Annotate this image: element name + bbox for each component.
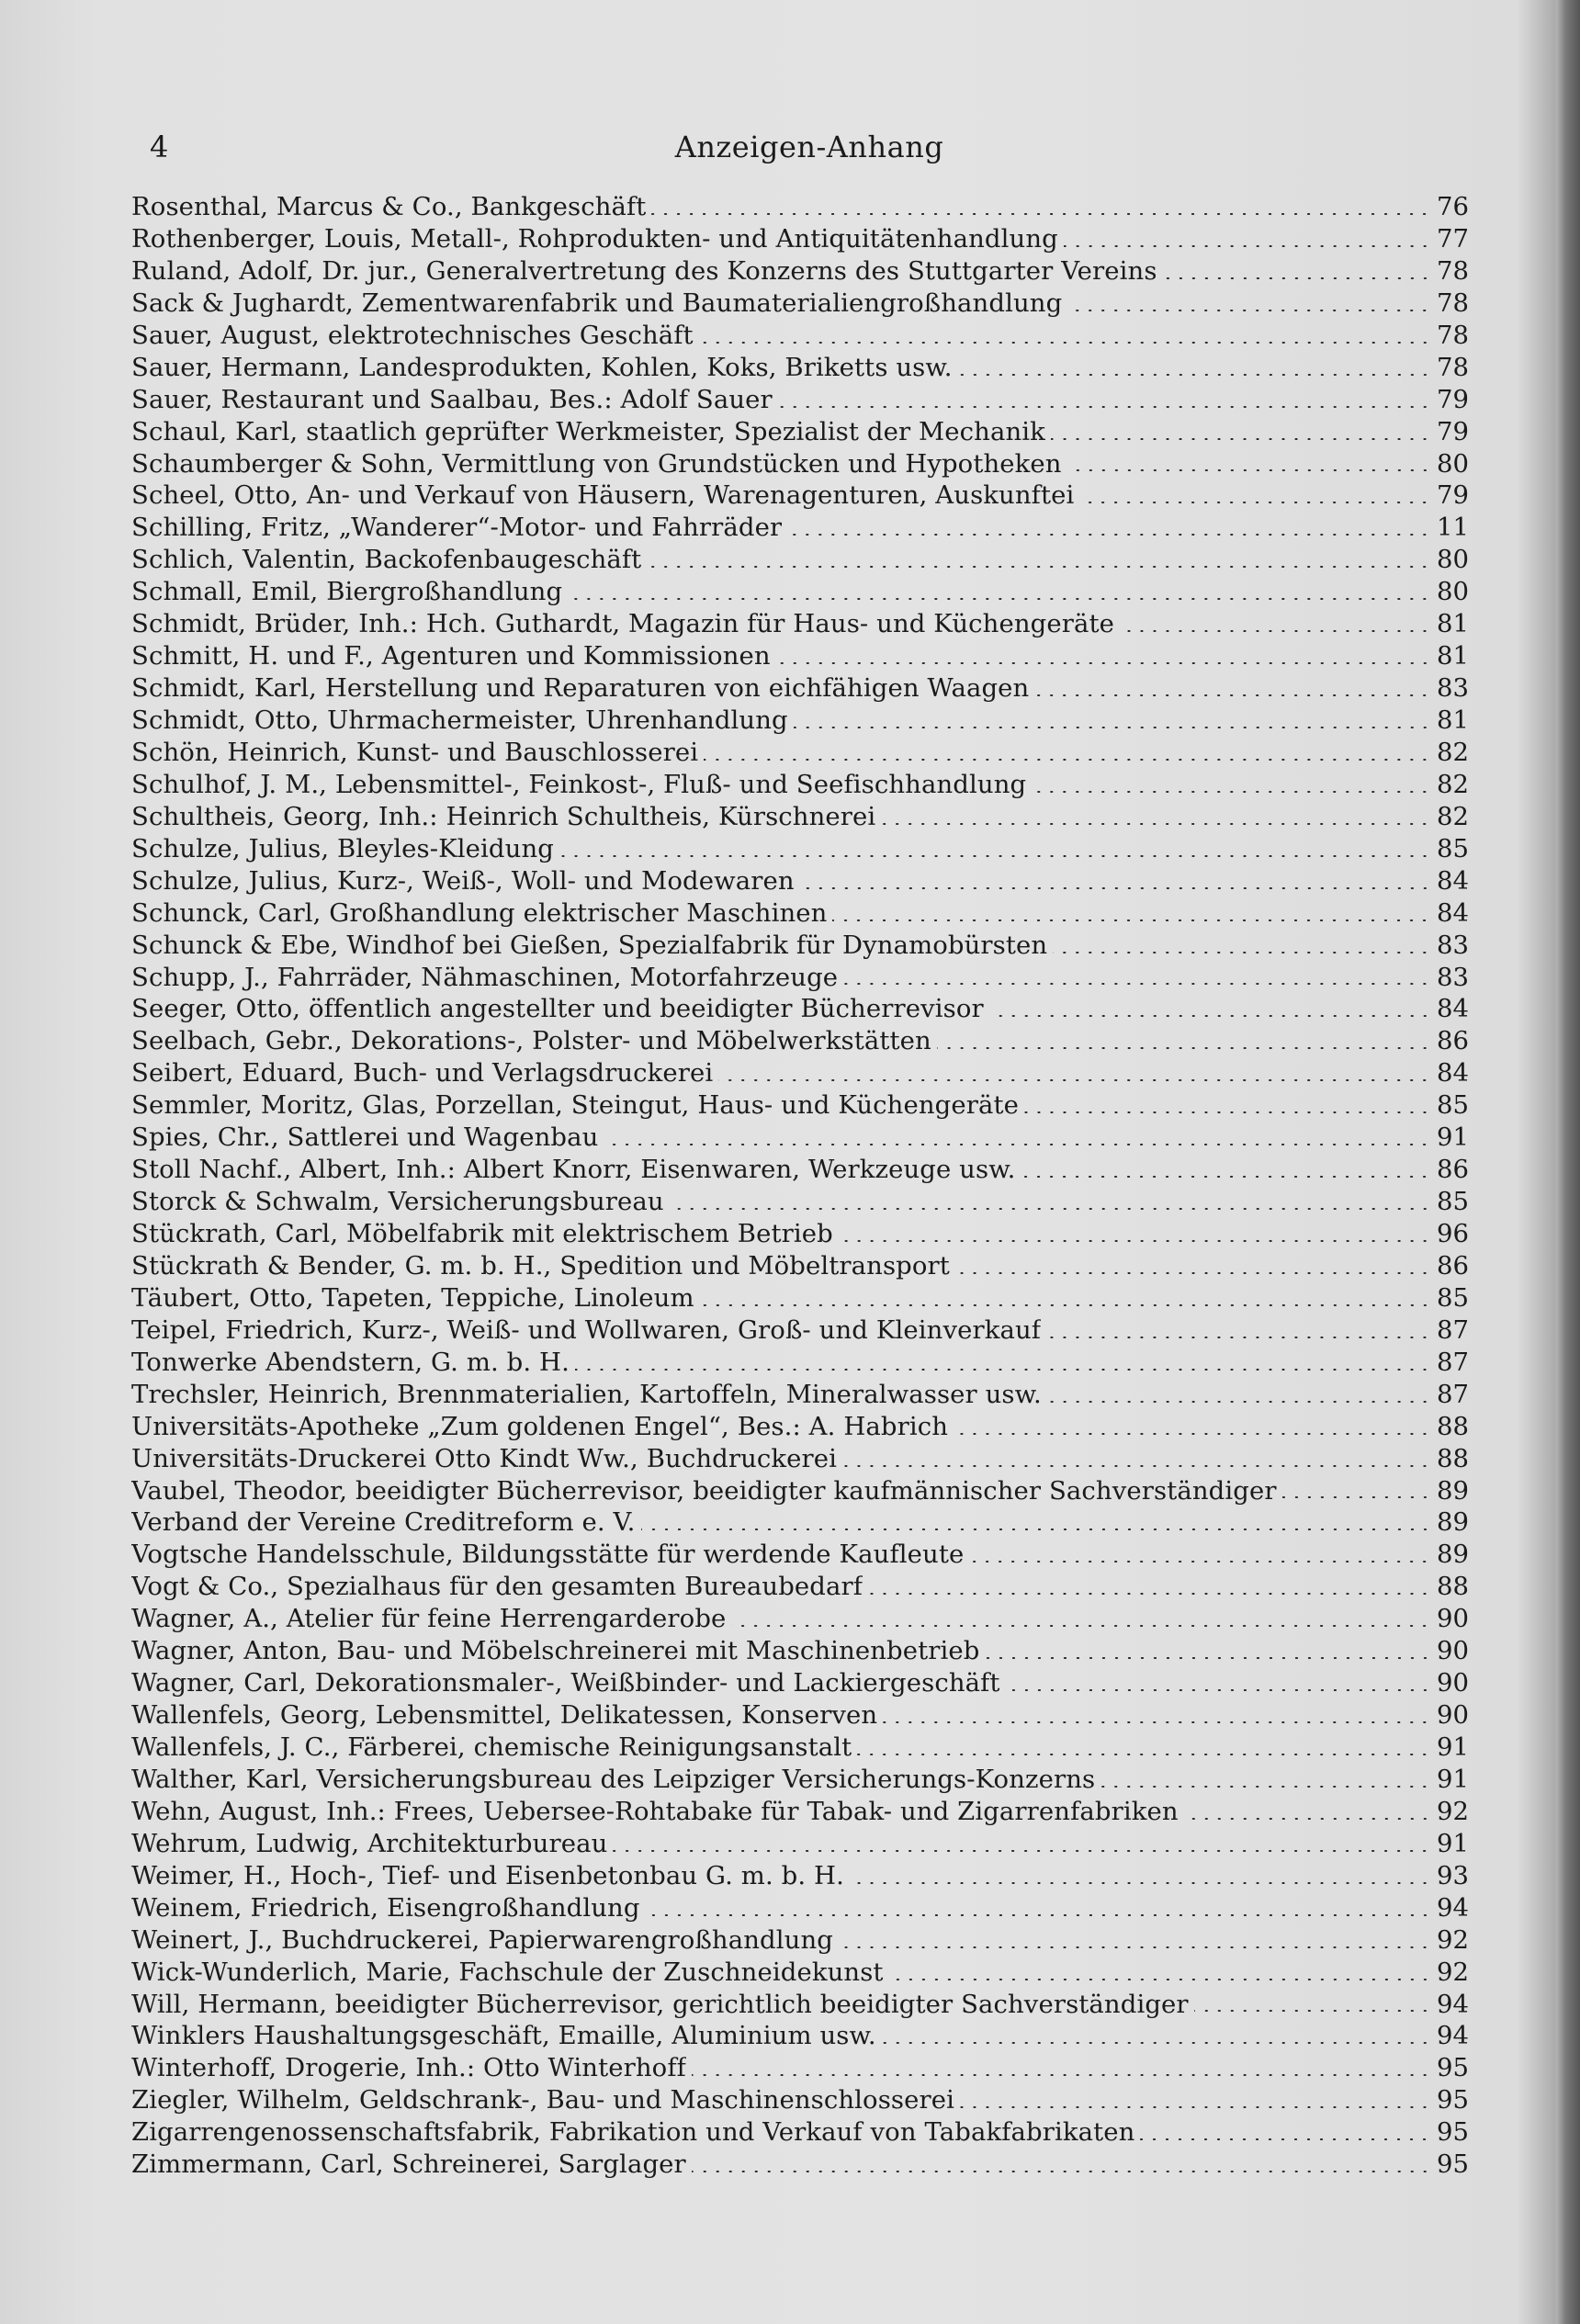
index-list — [131, 191, 1469, 2181]
entry-name: Schaul, Karl, staatlich geprüfter Werkmeister, Spezialist der Mechanik — [131, 416, 1045, 446]
entry-page-number: 11 — [1437, 513, 1469, 543]
entry-name: Schulze, Julius, Kurz-, Weiß-, Woll- und Modewaren — [131, 865, 795, 896]
entry-page-number: 95 — [1437, 2117, 1469, 2148]
entry-name: Rothenberger, Louis, Metall-, Rohprodukten- und Antiquitätenhandlung — [131, 223, 1058, 254]
entry-name: Spies, Chr., Sattlerei und Wagenbau — [131, 1123, 599, 1153]
dot-leader — [954, 1433, 1431, 1435]
entry-page-number: 80 — [1437, 545, 1469, 575]
dot-leader — [647, 566, 1431, 568]
entry-name: Tonwerke Abendstern, G. m. b. H. — [131, 1347, 570, 1377]
entry-name: Storck & Schwalm, Versicherungsbureau — [131, 1187, 664, 1217]
dot-leader — [989, 1015, 1431, 1017]
entry-name: Vogtsche Handelsschule, Bildungsstätte für werdende Kaufleute — [131, 1540, 965, 1570]
page-header — [150, 127, 1469, 167]
entry-page-number: 78 — [1437, 320, 1469, 350]
entry-name: Schulhof, J. M., Lebensmittel-, Feinkost-, Fluß- und Seefischhandlung — [131, 769, 1027, 799]
entry-name: Sauer, Restaurant und Saalbau, Bes.: Adolf Sauer — [131, 384, 773, 414]
index-entry — [131, 1571, 1469, 1603]
index-entry — [131, 1764, 1469, 1796]
entry-page-number: 94 — [1437, 1892, 1469, 1923]
entry-page-number: 91 — [1437, 1732, 1469, 1762]
entry-name: Schilling, Fritz, „Wanderer“-Motor- und Fahrräder — [131, 513, 783, 543]
entry-page-number: 85 — [1437, 1282, 1469, 1313]
entry-page-number: 90 — [1437, 1604, 1469, 1634]
dot-leader — [613, 1850, 1431, 1852]
index-entry — [131, 833, 1469, 865]
index-entry — [131, 1089, 1469, 1122]
entry-page-number: 78 — [1437, 352, 1469, 382]
index-entry — [131, 1057, 1469, 1089]
index-entry — [131, 448, 1469, 480]
entry-name: Universitäts-Apotheke „Zum goldenen Engel“, Bes.: A. Habrich — [131, 1411, 949, 1441]
entry-page-number: 87 — [1437, 1347, 1469, 1377]
entry-page-number: 94 — [1437, 1989, 1469, 2019]
index-entry — [131, 1154, 1469, 1186]
entry-page-number: 87 — [1437, 1314, 1469, 1345]
index-entry — [131, 993, 1469, 1025]
entry-page-number: 83 — [1437, 930, 1469, 960]
dot-leader — [839, 1946, 1431, 1948]
dot-leader — [1067, 469, 1431, 471]
entry-name: Ziegler, Wilhelm, Geldschrank-, Bau- und Maschinenschlosserei — [131, 2085, 955, 2115]
index-entry — [131, 737, 1469, 769]
dot-leader — [842, 1465, 1431, 1467]
entry-name: Wagner, Anton, Bau- und Möbelschreinerei mit Maschinenbetrieb — [131, 1636, 980, 1666]
entry-page-number: 79 — [1437, 384, 1469, 414]
entry-page-number: 93 — [1437, 1860, 1469, 1890]
dot-leader — [882, 2042, 1431, 2044]
entry-name: Trechsler, Heinrich, Brennmaterialien, Kartoffeln, Mineralwasser usw. — [131, 1379, 1042, 1409]
dot-leader — [881, 823, 1431, 825]
entry-page-number: 78 — [1437, 255, 1469, 286]
index-entry — [131, 1924, 1469, 1957]
dot-leader — [776, 662, 1431, 664]
dot-leader — [1032, 791, 1431, 793]
entry-name: Weinem, Friedrich, Eisengroßhandlung — [131, 1892, 640, 1923]
index-entry — [131, 705, 1469, 737]
entry-page-number: 89 — [1437, 1540, 1469, 1570]
entry-name: Rosenthal, Marcus & Co., Bankgeschäft — [131, 192, 647, 221]
dot-leader — [699, 342, 1431, 344]
entry-name: Schulze, Julius, Bleyles-Kleidung — [131, 833, 554, 863]
index-entry — [131, 1250, 1469, 1282]
index-entry — [131, 1989, 1469, 2021]
dot-leader — [731, 1625, 1431, 1627]
dot-leader — [1100, 1786, 1431, 1788]
entry-name: Semmler, Moritz, Glas, Porzellan, Steingut, Haus- und Küchengeräte — [131, 1090, 1020, 1121]
index-entry — [131, 1218, 1469, 1250]
entry-name: Sauer, Hermann, Landesprodukten, Kohlen, Koks, Briketts usw. — [131, 352, 953, 382]
entry-name: Seeger, Otto, öffentlich angestellter und beeidigter Bücherrevisor — [131, 994, 984, 1024]
entry-name: Wick-Wunderlich, Marie, Fachschule der Zuschneidekunst — [131, 1957, 884, 1987]
index-entry — [131, 384, 1469, 416]
entry-name: Schupp, J., Fahrräder, Nähmaschinen, Motorfahrzeuge — [131, 962, 839, 992]
entry-name: Schmitt, H. und F., Agenturen und Kommissionen — [131, 641, 771, 671]
entry-name: Verband der Vereine Creditreform e. V. — [131, 1507, 636, 1538]
entry-page-number: 86 — [1437, 1026, 1469, 1056]
index-entry — [131, 512, 1469, 544]
dot-leader — [839, 1240, 1431, 1242]
index-entry — [131, 1860, 1469, 1892]
dot-leader — [794, 727, 1431, 728]
dot-leader — [670, 1208, 1431, 1210]
entry-page-number: 85 — [1437, 1090, 1469, 1121]
entry-page-number: 82 — [1437, 737, 1469, 767]
dot-leader — [692, 2171, 1431, 2172]
dot-leader — [651, 213, 1431, 215]
entry-page-number: 83 — [1437, 673, 1469, 704]
dot-leader — [1140, 2138, 1431, 2140]
dot-leader — [1053, 952, 1431, 953]
index-entry — [131, 1314, 1469, 1347]
entry-page-number: 78 — [1437, 288, 1469, 318]
entry-page-number: 84 — [1437, 994, 1469, 1024]
entry-name: Stückrath & Bender, G. m. b. H., Spedition und Möbeltransport — [131, 1250, 950, 1280]
entry-name: Winklers Haushaltungsgeschäft, Emaille, Aluminium usw. — [131, 2021, 876, 2051]
index-entry — [131, 1025, 1469, 1057]
entry-name: Seibert, Eduard, Buch- und Verlagsdruckerei — [131, 1058, 714, 1089]
dot-leader — [1184, 1818, 1431, 1820]
entry-name: Scheel, Otto, An- und Verkauf von Häusern, Warenagenturen, Auskunftei — [131, 480, 1075, 511]
index-entry — [131, 1282, 1469, 1314]
dot-leader — [937, 1047, 1431, 1049]
index-entry — [131, 865, 1469, 897]
index-entry — [131, 320, 1469, 352]
entry-name: Wehrum, Ludwig, Architekturbureau — [131, 1828, 608, 1858]
entry-page-number: 79 — [1437, 416, 1469, 446]
dot-leader — [832, 919, 1431, 921]
dot-leader — [850, 1882, 1431, 1884]
entry-page-number: 80 — [1437, 577, 1469, 607]
entry-page-number: 88 — [1437, 1411, 1469, 1441]
page-spine-edge — [1556, 0, 1580, 2324]
index-entry — [131, 288, 1469, 320]
entry-name: Sack & Jughardt, Zementwarenfabrik und Baumaterialiengroßhandlung — [131, 288, 1063, 318]
dot-leader — [700, 1304, 1431, 1306]
index-entry — [131, 801, 1469, 833]
index-entry — [131, 640, 1469, 672]
dot-leader — [778, 406, 1431, 408]
entry-page-number: 89 — [1437, 1507, 1469, 1538]
entry-page-number: 95 — [1437, 2149, 1469, 2180]
entry-name: Teipel, Friedrich, Kurz-, Weiß- und Wollwaren, Groß- und Kleinverkauf — [131, 1314, 1042, 1345]
index-entry — [131, 1475, 1469, 1507]
entry-name: Schunck, Carl, Großhandlung elektrischer Maschinen — [131, 897, 828, 928]
entry-page-number: 90 — [1437, 1668, 1469, 1698]
entry-page-number: 80 — [1437, 448, 1469, 479]
entry-page-number: 85 — [1437, 833, 1469, 863]
entry-name: Wallenfels, Georg, Lebensmittel, Delikatessen, Konserven — [131, 1700, 878, 1731]
dot-leader — [1051, 438, 1431, 440]
dot-leader — [704, 759, 1431, 761]
dot-leader — [787, 534, 1431, 536]
entry-page-number: 83 — [1437, 962, 1469, 992]
dot-leader — [1163, 277, 1431, 279]
index-entry — [131, 223, 1469, 255]
index-entry — [131, 191, 1469, 223]
dot-leader — [1047, 1401, 1431, 1403]
dot-leader — [559, 855, 1431, 857]
dot-leader — [969, 1561, 1431, 1562]
entry-name: Seelbach, Gebr., Dekorations-, Polster- und Möbelwerkstätten — [131, 1026, 931, 1056]
dot-leader — [1120, 630, 1431, 632]
dot-leader — [1194, 2010, 1431, 2012]
entry-page-number: 77 — [1437, 223, 1469, 254]
index-entry — [131, 608, 1469, 640]
index-entry — [131, 1539, 1469, 1571]
entry-page-number: 84 — [1437, 1058, 1469, 1089]
dot-leader — [960, 2106, 1431, 2108]
dot-leader — [1079, 502, 1431, 503]
entry-name: Wagner, A., Atelier für feine Herrengarderobe — [131, 1604, 727, 1634]
entry-page-number: 89 — [1437, 1475, 1469, 1506]
entry-name: Zigarrengenossenschaftsfabrik, Fabrikation und Verkauf von Tabakfabrikaten — [131, 2117, 1135, 2148]
entry-page-number: 91 — [1437, 1764, 1469, 1794]
dot-leader — [1046, 1337, 1431, 1338]
entry-name: Sauer, August, elektrotechnisches Geschäft — [131, 320, 694, 350]
entry-name: Vogt & Co., Spezialhaus für den gesamten Bureaubedarf — [131, 1572, 863, 1602]
entry-name: Vaubel, Theodor, beeidigter Bücherrevisor, beeidigter kaufmännischer Sachverständiger — [131, 1475, 1277, 1506]
entry-page-number: 95 — [1437, 2085, 1469, 2115]
index-entry — [131, 1892, 1469, 1924]
index-entry — [131, 930, 1469, 962]
dot-leader — [718, 1079, 1431, 1081]
entry-page-number: 84 — [1437, 865, 1469, 896]
dot-leader — [883, 1721, 1431, 1723]
entry-name: Schunck & Ebe, Windhof bei Gießen, Spezialfabrik für Dynamobürsten — [131, 930, 1048, 960]
entry-page-number: 90 — [1437, 1636, 1469, 1666]
dot-leader — [857, 1754, 1431, 1755]
index-entry — [131, 2084, 1469, 2116]
index-entry — [131, 1506, 1469, 1539]
dot-leader — [868, 1593, 1431, 1595]
index-entry — [131, 1796, 1469, 1828]
index-entry — [131, 1828, 1469, 1860]
entry-name: Schlich, Valentin, Backofenbaugeschäft — [131, 545, 642, 575]
dot-leader — [1282, 1496, 1431, 1498]
index-entry — [131, 544, 1469, 576]
entry-name: Schmidt, Karl, Herstellung und Reparaturen von eichfähigen Waagen — [131, 673, 1030, 704]
index-entry — [131, 769, 1469, 801]
dot-leader — [692, 2074, 1431, 2076]
index-entry — [131, 1635, 1469, 1667]
entry-page-number: 94 — [1437, 2021, 1469, 2051]
index-entry — [131, 576, 1469, 608]
index-entry — [131, 1699, 1469, 1732]
index-entry — [131, 897, 1469, 930]
dot-leader — [986, 1657, 1431, 1659]
entry-name: Weinert, J., Buchdruckerei, Papierwarengroßhandlung — [131, 1924, 833, 1955]
entry-name: Universitäts-Druckerei Otto Kindt Ww., Buchdruckerei — [131, 1443, 838, 1473]
index-entry — [131, 255, 1469, 288]
entry-page-number: 86 — [1437, 1250, 1469, 1280]
entry-name: Wallenfels, J. C., Färberei, chemische Reinigungsanstalt — [131, 1732, 852, 1762]
entry-page-number: 96 — [1437, 1219, 1469, 1248]
entry-page-number: 95 — [1437, 2053, 1469, 2083]
entry-name: Schaumberger & Sohn, Vermittlung von Grundstücken und Hypotheken — [131, 448, 1062, 479]
index-entry — [131, 1186, 1469, 1218]
dot-leader — [641, 1529, 1431, 1530]
running-title: Anzeigen-Anhang — [674, 130, 944, 164]
index-entry — [131, 672, 1469, 705]
index-entry — [131, 962, 1469, 994]
entry-name: Walther, Karl, Versicherungsbureau des Leipziger Versicherungs-Konzerns — [131, 1764, 1096, 1794]
page-number: 4 — [150, 130, 169, 164]
entry-page-number: 82 — [1437, 801, 1469, 831]
entry-page-number: 90 — [1437, 1700, 1469, 1731]
entry-page-number: 87 — [1437, 1379, 1469, 1409]
dot-leader — [1024, 1111, 1431, 1113]
index-entry — [131, 2116, 1469, 2149]
dot-leader — [843, 983, 1431, 985]
entry-name: Täubert, Otto, Tapeten, Teppiche, Linoleum — [131, 1282, 694, 1313]
entry-name: Winterhoff, Drogerie, Inh.: Otto Winterhoff — [131, 2053, 686, 2083]
dot-leader — [800, 887, 1431, 889]
entry-page-number: 91 — [1437, 1828, 1469, 1858]
entry-name: Stoll Nachf., Albert, Inh.: Albert Knorr, Eisenwaren, Werkzeuge usw. — [131, 1155, 1016, 1185]
entry-page-number: 81 — [1437, 609, 1469, 639]
dot-leader — [889, 1979, 1431, 1980]
entry-name: Ruland, Adolf, Dr. jur., Generalvertretung des Konzerns des Stuttgarter Vereins — [131, 255, 1157, 286]
entry-page-number: 92 — [1437, 1796, 1469, 1826]
entry-name: Schön, Heinrich, Kunst- und Bauschlosserei — [131, 737, 699, 767]
entry-page-number: 81 — [1437, 641, 1469, 671]
entry-page-number: 84 — [1437, 897, 1469, 928]
entry-name: Schmall, Emil, Biergroßhandlung — [131, 577, 563, 607]
entry-name: Wagner, Carl, Dekorationsmaler-, Weißbinder- und Lackiergeschäft — [131, 1668, 1000, 1698]
entry-page-number: 85 — [1437, 1187, 1469, 1217]
entry-page-number: 76 — [1437, 192, 1469, 221]
entry-page-number: 86 — [1437, 1155, 1469, 1185]
entry-name: Will, Hermann, beeidigter Bücherrevisor, gerichtlich beeidigter Sachverständiger — [131, 1989, 1189, 2019]
dot-leader — [958, 374, 1431, 376]
entry-page-number: 81 — [1437, 705, 1469, 735]
entry-name: Zimmermann, Carl, Schreinerei, Sarglager — [131, 2149, 686, 2180]
entry-name: Stückrath, Carl, Möbelfabrik mit elektrischem Betrieb — [131, 1219, 833, 1248]
entry-page-number: 88 — [1437, 1572, 1469, 1602]
index-entry — [131, 352, 1469, 384]
entry-name: Schmidt, Brüder, Inh.: Hch. Guthardt, Magazin für Haus- und Küchengeräte — [131, 609, 1115, 639]
dot-leader — [1067, 310, 1431, 311]
index-entry — [131, 2052, 1469, 2084]
index-entry — [131, 1732, 1469, 1764]
index-entry — [131, 1122, 1469, 1154]
entry-page-number: 91 — [1437, 1123, 1469, 1153]
index-entry — [131, 2020, 1469, 2052]
dot-leader — [1021, 1176, 1431, 1178]
entry-name: Weimer, H., Hoch-, Tief- und Eisenbetonbau G. m. b. H. — [131, 1860, 844, 1890]
index-entry — [131, 2149, 1469, 2181]
entry-page-number: 79 — [1437, 480, 1469, 511]
entry-name: Schultheis, Georg, Inh.: Heinrich Schultheis, Kürschnerei — [131, 801, 876, 831]
index-entry — [131, 416, 1469, 448]
dot-leader — [955, 1272, 1431, 1274]
dot-leader — [1034, 694, 1431, 696]
index-entry — [131, 1667, 1469, 1699]
index-entry — [131, 1347, 1469, 1379]
dot-leader — [1006, 1689, 1431, 1691]
dot-leader — [1064, 245, 1431, 247]
dot-leader — [575, 1369, 1431, 1371]
entry-page-number: 82 — [1437, 769, 1469, 799]
dot-leader — [568, 598, 1431, 600]
dot-leader — [604, 1144, 1431, 1145]
index-entry — [131, 1379, 1469, 1411]
entry-page-number: 92 — [1437, 1957, 1469, 1987]
entry-name: Schmidt, Otto, Uhrmachermeister, Uhrenhandlung — [131, 705, 788, 735]
index-entry — [131, 479, 1469, 512]
index-entry — [131, 1603, 1469, 1635]
dot-leader — [646, 1914, 1431, 1916]
index-entry — [131, 1411, 1469, 1443]
index-entry — [131, 1443, 1469, 1475]
entry-name: Wehn, August, Inh.: Frees, Uebersee-Rohtabake für Tabak- und Zigarrenfabriken — [131, 1796, 1179, 1826]
index-entry — [131, 1957, 1469, 1989]
entry-page-number: 92 — [1437, 1924, 1469, 1955]
entry-page-number: 88 — [1437, 1443, 1469, 1473]
